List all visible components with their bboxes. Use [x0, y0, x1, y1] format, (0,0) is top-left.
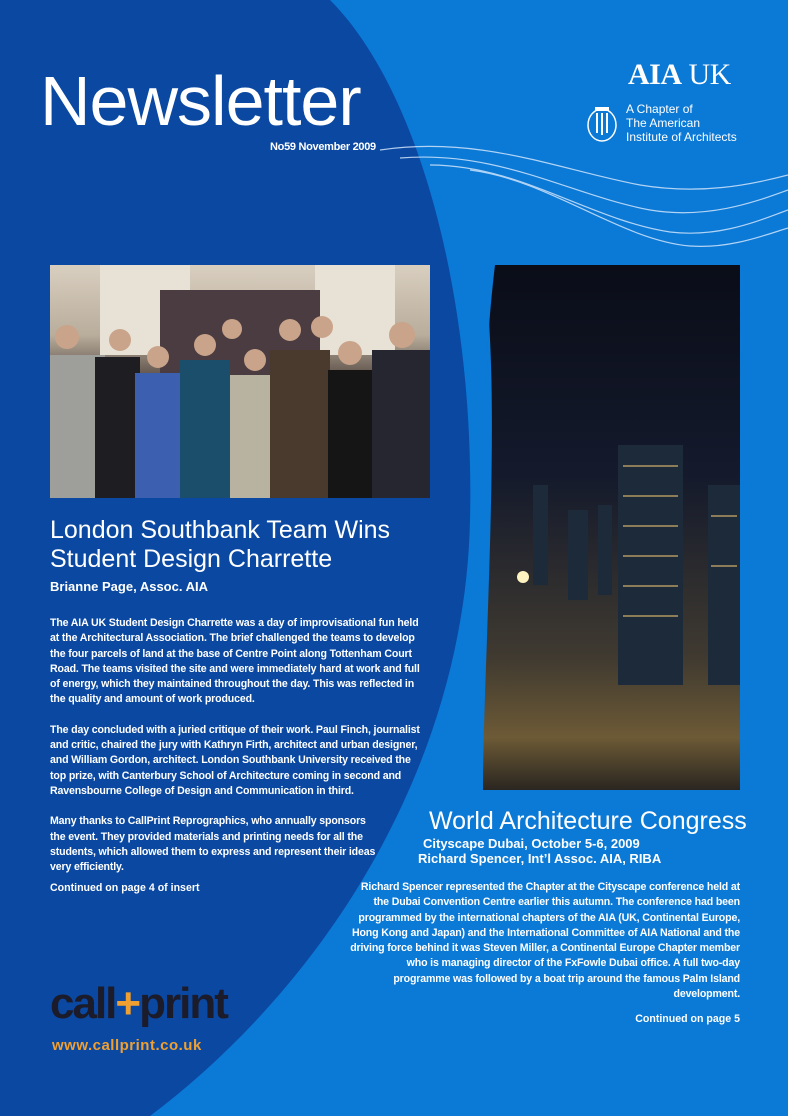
dubai-skyline-photo: [483, 265, 740, 790]
article-body-congress: Richard Spencer represented the Chapter at the Cityscape conference held at the Dubai Convention Centre earlier this autumn. The conference had been programmed by the international chapters of the AIA (UK, Continental Europe, Hong Kong and Japan) and the International Committee of AIA National and the driving force behind it was Steven Miller, a Continental Europe Chapter member who is managing director of the FxFowle Dubai office. A full two-day programme was followed by a boat trip around the famous Palm Island development.: [350, 881, 740, 1001]
callprint-logo: [50, 979, 227, 1028]
continued-link-left: Continued on page 4 of insert: [50, 882, 200, 894]
callprint-url[interactable]: www.callprint.co.uk: [52, 1037, 202, 1054]
aia-logo-rest: UK: [681, 58, 731, 91]
logo-part: call: [50, 979, 116, 1028]
decorative-wave-lines: [380, 146, 788, 246]
aia-seal-icon: [586, 103, 618, 143]
article-byline-charrette: Brianne Page, Assoc. AIA: [50, 579, 208, 594]
heading-line: London Southbank Team Wins: [50, 516, 391, 544]
paragraph: The day concluded with a juried critique of their work. Paul Finch, journalist and critic, chaired the jury with Kathryn Firth, architect and urban designer, and William Gordon, architect. London Southbank University received the top prize, with Canterbury School of Architecture coming in second and Ravensbourne College of Design and Communication in third.: [50, 723, 420, 797]
paragraph: Many thanks to CallPrint Reprographics, who annually sponsors the event. They provided materials and printing needs for all the students, which allowed them to express and represent their ideas very efficiently.: [50, 815, 376, 874]
chapter-text: [626, 102, 737, 144]
issue-date: No59 November 2009: [270, 141, 376, 153]
chapter-line: A Chapter of: [626, 102, 693, 116]
paragraph: The AIA UK Student Design Charrette was a day of improvisational fun held at the Architectural Association. The brief challenged the teams to develop the four parcels of land at the base of Centre Point along Tottenham Court Road. The teams visited the site and were immediately hard at work and full of energy, which they maintained throughout the day. This was reflected in the quality and amount of work produced.: [50, 617, 420, 706]
aia-uk-logo: [628, 58, 731, 92]
article-heading-charrette: [50, 516, 390, 574]
continued-link-right: Continued on page 5: [635, 1013, 740, 1025]
skyline-graphic: [483, 265, 740, 790]
group-photo-figures: [50, 265, 430, 498]
logo-plus: +: [115, 979, 140, 1028]
chapter-line: The American: [626, 116, 701, 130]
article-subtitle-congress: Cityscape Dubai, October 5-6, 2009: [423, 836, 640, 851]
aia-logo-bold: AIA: [628, 58, 682, 91]
article-body-charrette: [50, 616, 425, 890]
article-heading-congress: World Architecture Congress: [429, 807, 747, 835]
team-group-photo: [50, 265, 430, 498]
logo-part: print: [139, 979, 227, 1028]
newsletter-title: Newsletter: [40, 62, 361, 140]
heading-line: Student Design Charrette: [50, 545, 333, 573]
article-byline-congress: Richard Spencer, Int’l Assoc. AIA, RIBA: [418, 851, 662, 866]
chapter-line: Institute of Architects: [626, 130, 737, 144]
